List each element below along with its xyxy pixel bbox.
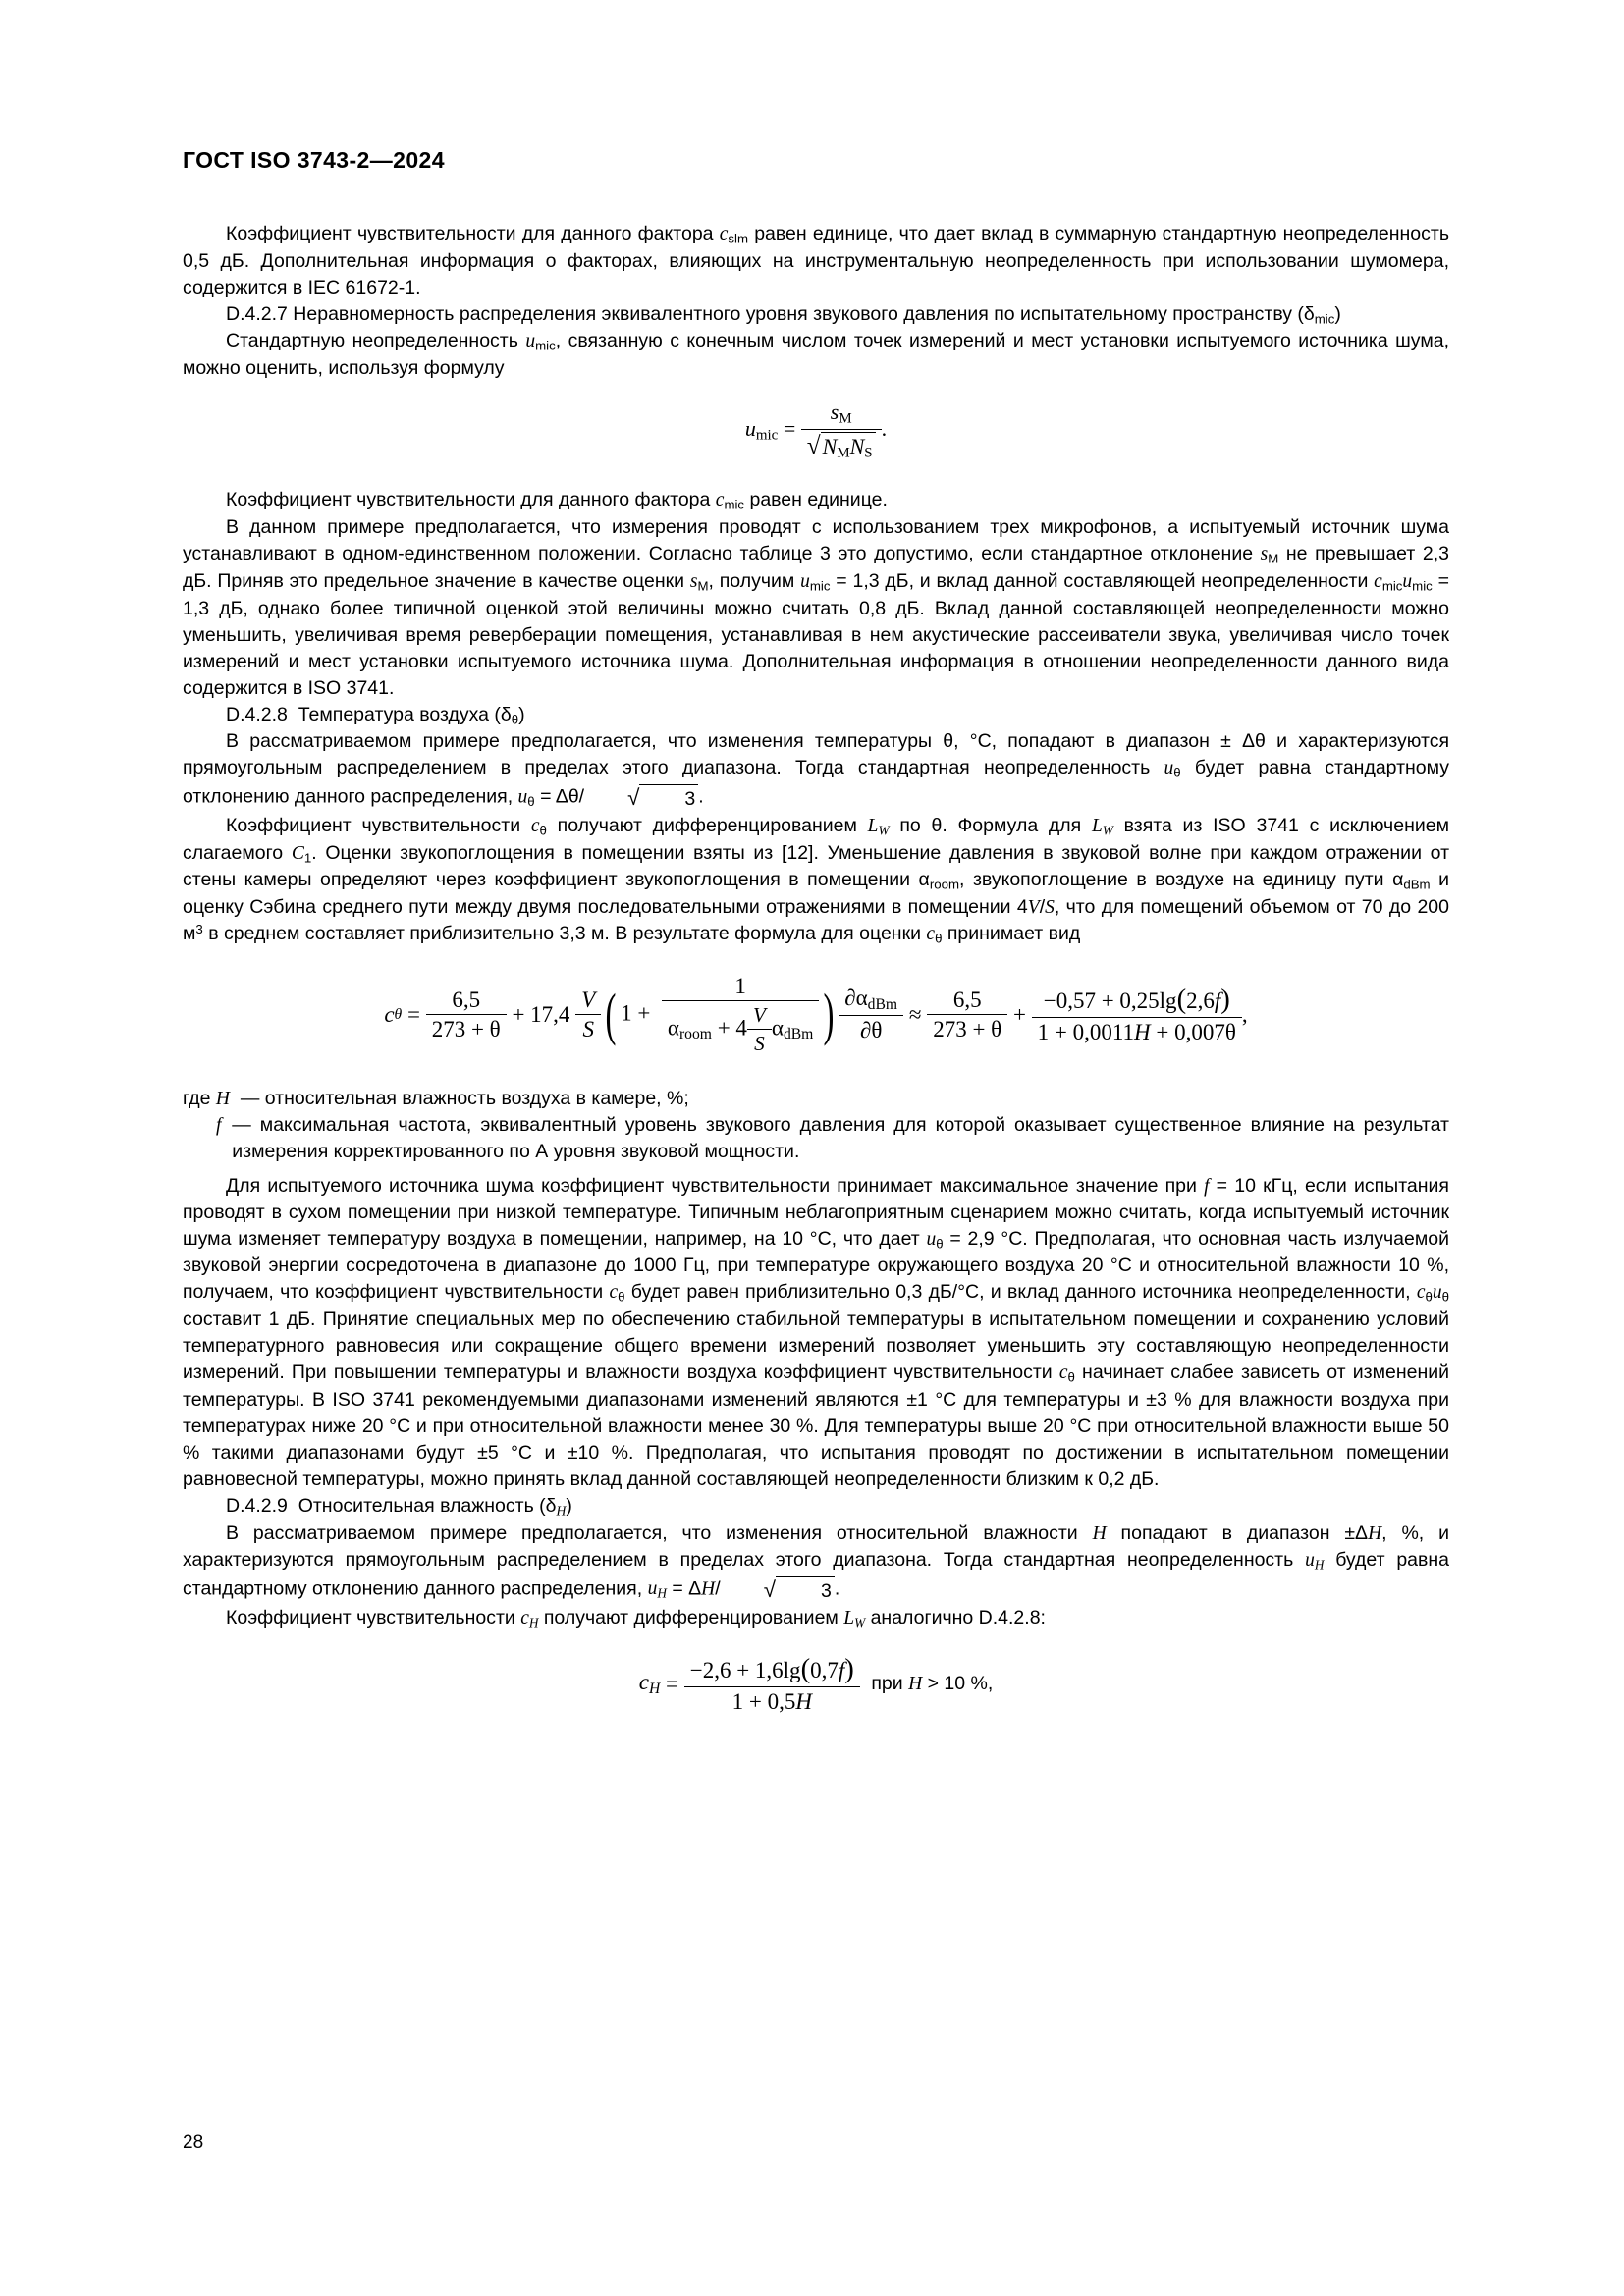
- paragraph-12: Коэффициент чувствительности $c_H$ получают дифференцированием $L_W$ аналогично D.4.2.8:: [226, 1606, 1046, 1629]
- paragraph-11: В рассматриваемом примере предполагается, что изменения относительной влажности H попадают в диапазон ±ΔH, %, и характеризуются прямоугольным распределением в пределах этого диапазона. Тогда стандартная неопределенность $u_H$ будет равна стандартному отклонению данного распределения, $u_H = \Delta H/$ √ 3 .: [183, 1521, 1449, 1605]
- where-def-h: — относительная влажность воздуха в камере, %;: [240, 1087, 689, 1109]
- paragraph-7: В рассматриваемом примере предполагается, что изменения температуры θ, °С, попадают в диапазон ± Δθ и характеризуются прямоугольным распределением в пределах этого диапазона. Тогда стандартная неопределенность $u_\theta$ будет равна стандартному отклонению данного распределения, $u_\theta = \Delta\theta/$ √ 3 .: [183, 728, 1449, 813]
- where-row-h: [183, 1086, 1449, 1112]
- paragraph-3: Стандартную неопределенность $u_{mic}$, связанную с конечным числом точек измерений и мест установки испытуемого источника шума, можно оценить, используя формулу: [183, 330, 1449, 380]
- where-row-f: [183, 1112, 1449, 1165]
- paragraph-4: Коэффициент чувствительности для данного фактора $c_{mic}$ равен единице.: [226, 489, 888, 512]
- page-number: 28: [183, 2132, 204, 2153]
- paragraph-8: Коэффициент чувствительности $c_\theta$ получают дифференцированием $L_W$ по θ. Формула для $L_W$ взята из ISO 3741 с исключением слагаемого $C_1$. Оценки звукопоглощения в помещении взяты из [12]. Уменьшение давления в звуковой волне при каждом отражении от стены камеры определяют через коэффициент звукопоглощения в помещении $\alpha_{room}$, звукопоглощение в воздухе на единицу пути $\alpha_{dBm}$ и оценку Сэбина среднего пути между двумя последовательными отражениями в помещении 4V/S, что для помещений объемом от 70 до 200 $м^3$ в среднем составляет приблизительно 3,3 м. В результате формула для оценки $c_\theta$ принимает вид: [183, 814, 1449, 946]
- page-content: [183, 147, 1449, 1740]
- where-def-f: — максимальная частота, эквивалентный уровень звукового давления для которой оказывает существенное влияние на результат измерения корректированного по А уровня звуковой мощности.: [232, 1113, 1449, 1162]
- paragraph-1: Коэффициент чувствительности для данного фактора $c_{slm}$ равен единице, что дает вклад в суммарную стандартную неопределенность 0,5 дБ. Дополнительная информация о факторах, влияющих на инструментальную неопределенность при использовании шумомера, содержится в IEC 61672-1.: [183, 223, 1449, 298]
- formula-umic: $u_{mic}$ = $\frac{s_M}{√N_MN_S}$ .: [744, 400, 888, 461]
- clause-number-d429: D.4.2.9: [226, 1494, 288, 1517]
- clause-number-d428: D.4.2.8: [226, 703, 288, 725]
- clause-number-d427: D.4.2.7: [226, 302, 288, 325]
- formula-ch: $c_H$ = $\frac{-2,6 + 1,6\lg(0,7f)}{1 + 0,5H}$ при H > 10 %,: [638, 1653, 994, 1715]
- where-block: [183, 1086, 1449, 1165]
- paragraph-5: В данном примере предполагается, что измерения проводят с использованием трех микрофонов, а испытуемый источник шума устанавливают в одном-единственном положении. Согласно таблице 3 это допустимо, если стандартное отклонение $s_M$ не превышает 2,3 дБ. Приняв это предельное значение в качестве оценки $s_M$, получим $u_{mic} = 1,3$ дБ, и вклад данной составляющей неопределенности $c_{mic}u_{mic} = 1,3$ дБ, однако более типичной оценкой этой величины можно считать 0,8 дБ. Вклад данной составляющей неопределенности можно уменьшить, увеличивая время реверберации помещения, устанавливая в нем акустические рассеиватели звука, увеличивая число точек измерений и мест установки испытуемого источника шума. Дополнительная информация в отношении неопределенности данного вида содержится в ISO 3741.: [183, 516, 1450, 699]
- paragraph-2-clause-d427: D.4.2.7 Неравномерность распределения эквивалентного уровня звукового давления по испытательному пространству $(\delta_{mic})$: [226, 302, 1341, 326]
- page-header: ГОСТ ISO 3743-2—2024: [183, 147, 445, 173]
- paragraph-9: Для испытуемого источника шума коэффициент чувствительности принимает максимальное значение при f = 10 кГц, если испытания проводят в сухом помещении при низкой температуре. Типичным неблагоприятным сценарием можно считать, когда испытуемый источник шума изменяет температуру воздуха в помещении, например, на 10 °С, что дает $u_\theta = 2,9$ °С. Предполагая, что основная часть излучаемой звуковой энергии сосредоточена в диапазоне до 1000 Гц, при температуре окружающего воздуха 20 °С и относительной влажности 10 %, получаем, что коэффициент чувствительности $c_\theta$ будет равен приблизительно 0,3 дБ/°С, и вклад данного источника неопределенности, $c_\theta u_\theta$ составит 1 дБ. Принятие специальных мер по обеспечению стабильной температуры в испытательном помещении и сохранению условий температурного равновесия или сокращение общего времени измерений позволяет уменьшить эту составляющую неопределенности измерений. При повышении температуры и влажности воздуха коэффициент чувствительности $c_\theta$ начинает слабее зависеть от изменений температуры. В ISO 3741 рекомендуемыми диапазонами изменений являются ±1 °С для температуры и ±3 % для влажности воздуха при температурах ниже 20 °С и при относительной влажности менее 30 %. Для температуры выше 20 °С при относительной влажности выше 50 % такими диапазонами будут ±5 °С и ±10 %. Предполагая, что испытания проводят по достижении в испытательном помещении равновесной температуры, можно принять вклад данной составляющей неопределенности близким к 0,2 дБ.: [183, 1174, 1450, 1490]
- where-term-h: где H: [183, 1087, 230, 1109]
- paragraph-10-clause-d429: D.4.2.9 Относительная влажность (δH): [226, 1494, 572, 1518]
- where-term-f: f: [216, 1114, 222, 1136]
- formula-ctheta: c θ = $\frac{6,5}{273 + \theta}$ + 17,4 $\frac{V}{S}$ ( 1 + 1 $\alpha_{room} + 4$ $\frac{V}{S}$ $\alpha_{dBm}$ ) $\frac{\partial\alpha_{dBm}}{\partial\theta}$ ≈ $\frac{6,5}{273 + \theta}$ + $\frac{-0,57 + 0,25\lg(2,6f)}{1 + 0,0011H + 0,007\theta}$ ,: [384, 973, 1248, 1055]
- paragraph-6-clause-d428: D.4.2.8 Температура воздуха $(\delta_\theta)$: [226, 703, 525, 726]
